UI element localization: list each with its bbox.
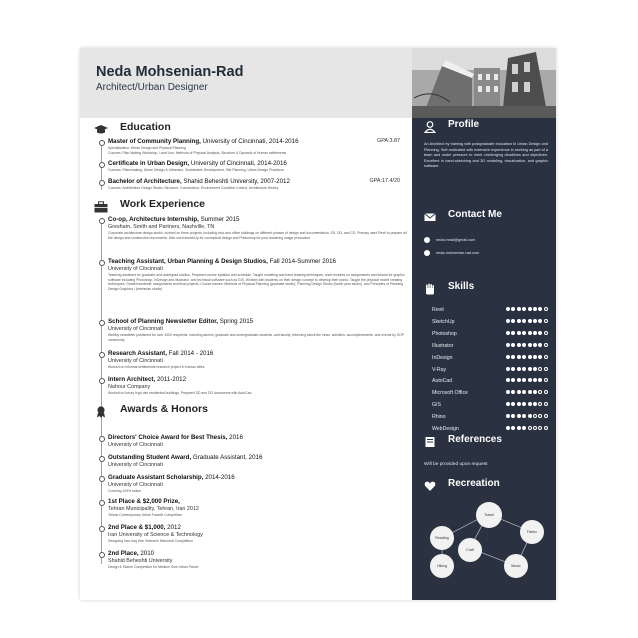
email-icon bbox=[424, 237, 430, 243]
rating-dot bbox=[511, 367, 515, 371]
rating-dot bbox=[544, 390, 548, 394]
rating-dot bbox=[544, 367, 548, 371]
rating-dot bbox=[522, 426, 526, 430]
entry-description: Weekly newsletter published for over 1000 recipients, including alumni, graduate and undergraduate students, and faculty, informing about the news, activities, accomplishments, and events by SOP community. bbox=[108, 333, 404, 342]
skill-label: Illustrator bbox=[432, 342, 454, 349]
entry-organization: University of Cincinnati bbox=[108, 358, 163, 364]
entry-description: Teaching assistant for graduate and undergrad studios. Prepared course syllabus and schedule. Taught modeling and hand drawing techniques, short lectures on assignments and tutorial for graphic software including Photoshop, InDesign and Illustrator, and technical software such as GIS. Worked with students on their design concept to develop their works. Taught the physical model creating techniques. Graded students' assignments and final projects. Course names: Methods of Physical Planning (graduate studio), Planning Design Studio (fourth year studio), and Principles of Planning Design Graphics I (freshman studio) bbox=[108, 273, 405, 291]
award-entry bbox=[108, 498, 408, 518]
rating-dot bbox=[506, 426, 510, 430]
book-icon bbox=[424, 435, 436, 447]
skill-rating bbox=[506, 390, 549, 396]
rating-dot bbox=[544, 402, 548, 406]
rating-dot bbox=[522, 307, 526, 311]
entry-line: Courses: Architecture Design Studio, Structure, Construction, Environment Condition Control, Architecture History bbox=[108, 186, 279, 190]
entry-detail: Graduate Assistant, 2016 bbox=[191, 454, 263, 461]
skype-icon bbox=[424, 250, 430, 256]
rating-dot bbox=[544, 343, 548, 347]
education-entry bbox=[108, 138, 408, 155]
rating-dot bbox=[544, 307, 548, 311]
award-entry bbox=[108, 550, 408, 570]
rating-dot bbox=[538, 307, 542, 311]
left-column bbox=[80, 118, 412, 600]
entry-description: Worked on informal settlements research project in Iranian cities bbox=[108, 365, 205, 369]
rating-dot bbox=[517, 331, 521, 335]
awards-title: Awards & Honors bbox=[120, 403, 208, 415]
skill-label: InDesign bbox=[432, 354, 453, 361]
rating-dot bbox=[511, 319, 515, 323]
entry-detail: University of Cincinnati, 2014-2016 bbox=[189, 160, 287, 167]
rating-dot bbox=[538, 367, 542, 371]
skill-rating bbox=[506, 402, 549, 408]
skill-label: Revit bbox=[432, 307, 444, 313]
skill-label: WebDesign bbox=[432, 426, 459, 432]
contact-title: Contact Me bbox=[448, 209, 502, 220]
rating-dot bbox=[544, 426, 548, 430]
rating-dot bbox=[511, 378, 515, 382]
references-title: References bbox=[448, 434, 502, 445]
award-entry bbox=[108, 524, 408, 544]
recreation-reading: Reading bbox=[430, 526, 454, 550]
rating-dot bbox=[533, 378, 537, 382]
rating-dot bbox=[511, 426, 515, 430]
person-role: Architect/Urban Designer bbox=[96, 82, 208, 93]
timeline-dot bbox=[99, 552, 105, 558]
skill-rating bbox=[506, 343, 549, 349]
rating-dot bbox=[533, 426, 537, 430]
rating-dot bbox=[522, 331, 526, 335]
rating-dot bbox=[517, 307, 521, 311]
entry-title: 1st Place & $2,000 Prize, bbox=[108, 498, 180, 505]
entry-organization: University of Cincinnati bbox=[108, 462, 163, 468]
skill-label: V-Ray bbox=[432, 366, 447, 373]
rating-dot bbox=[538, 343, 542, 347]
contact-email[interactable] bbox=[424, 237, 475, 243]
timeline-dot bbox=[99, 476, 105, 482]
skill-row bbox=[432, 354, 552, 364]
rating-dot bbox=[522, 390, 526, 394]
skill-label: Rhino bbox=[432, 414, 446, 421]
rating-dot bbox=[522, 414, 526, 418]
rating-dot bbox=[528, 390, 532, 394]
rating-dot bbox=[528, 307, 532, 311]
entry-detail: 2012 bbox=[165, 524, 181, 531]
right-sidebar bbox=[412, 118, 556, 600]
entry-title: School of Planning Newsletter Editor, bbox=[108, 318, 219, 325]
work-entry bbox=[108, 318, 408, 342]
rating-dot bbox=[544, 319, 548, 323]
timeline-dot bbox=[99, 352, 105, 358]
heart-icon bbox=[424, 479, 436, 491]
rating-dot bbox=[538, 414, 542, 418]
timeline-dot bbox=[99, 500, 105, 506]
profile-title: Profile bbox=[448, 119, 480, 130]
skill-rating bbox=[506, 319, 549, 325]
entry-organization: University of Cincinnati bbox=[108, 266, 163, 272]
rating-dot bbox=[528, 426, 532, 430]
skill-row bbox=[432, 342, 552, 352]
skill-rating bbox=[506, 307, 549, 313]
rating-dot bbox=[517, 355, 521, 359]
education-title: Education bbox=[120, 121, 171, 133]
rating-dot bbox=[522, 367, 526, 371]
header-architecture-photo bbox=[412, 48, 556, 118]
rating-dot bbox=[538, 402, 542, 406]
entry-title: Outstanding Student Award, bbox=[108, 454, 192, 461]
skill-row bbox=[432, 306, 552, 316]
recreation-travel: Travel bbox=[476, 502, 502, 528]
skill-rating bbox=[506, 367, 549, 373]
rating-dot bbox=[506, 355, 510, 359]
rating-dot bbox=[506, 402, 510, 406]
skill-row bbox=[432, 330, 552, 340]
entry-gpa: GPA:3.87 bbox=[377, 138, 400, 144]
recreation-music: Music bbox=[504, 554, 528, 578]
work-entry bbox=[108, 216, 408, 240]
timeline-dot bbox=[99, 162, 105, 168]
skill-label: Photoshop bbox=[432, 330, 457, 337]
rating-dot bbox=[544, 414, 548, 418]
recreation-fabric: Fabric bbox=[520, 520, 544, 544]
education-entry bbox=[108, 160, 408, 173]
award-entry bbox=[108, 474, 408, 494]
rating-dot bbox=[528, 367, 532, 371]
skill-rating bbox=[506, 426, 549, 432]
header bbox=[80, 48, 556, 118]
contact-skype[interactable] bbox=[424, 250, 479, 256]
skill-rating bbox=[506, 378, 549, 384]
rating-dot bbox=[533, 343, 537, 347]
rating-dot bbox=[538, 355, 542, 359]
entry-line: Courses: Placemaking, Urban Design & Urbanism, Sustainable Development, Site Planning, Urban Design Practicum bbox=[108, 168, 285, 172]
timeline-dot bbox=[99, 320, 105, 326]
skill-row bbox=[432, 413, 552, 423]
rating-dot bbox=[511, 390, 515, 394]
timeline-dot bbox=[99, 218, 105, 224]
timeline-dot bbox=[99, 140, 105, 146]
timeline-dot bbox=[99, 526, 105, 532]
references-text: Will be provided upon request bbox=[424, 462, 488, 467]
rating-dot bbox=[533, 355, 537, 359]
entry-detail: 2011-2012 bbox=[155, 376, 187, 383]
education-entry bbox=[108, 178, 408, 191]
rating-dot bbox=[506, 390, 510, 394]
entry-detail: Spring 2015 bbox=[218, 318, 254, 325]
entry-organization: Nahour Company bbox=[108, 384, 151, 390]
hand-icon bbox=[424, 282, 436, 294]
rating-dot bbox=[544, 355, 548, 359]
rating-dot bbox=[511, 402, 515, 406]
rating-dot bbox=[511, 307, 515, 311]
skill-row bbox=[432, 377, 552, 387]
rating-dot bbox=[533, 307, 537, 311]
entry-title: Certificate in Urban Design, bbox=[108, 160, 190, 167]
entry-detail: Shahid Beheshti University, 2007-2012 bbox=[181, 178, 290, 185]
rating-dot bbox=[528, 343, 532, 347]
rating-dot bbox=[506, 331, 510, 335]
email-text: neda.mrad@gmail.com bbox=[436, 238, 476, 242]
rating-dot bbox=[506, 378, 510, 382]
envelope-icon bbox=[424, 210, 436, 222]
rating-dot bbox=[533, 331, 537, 335]
rating-dot bbox=[506, 414, 510, 418]
award-entry bbox=[108, 454, 408, 469]
entry-title: Co-op, Architecture Internship, bbox=[108, 216, 199, 223]
entry-title: Directors' Choice Award for Best Thesis, bbox=[108, 434, 228, 441]
rating-dot bbox=[522, 355, 526, 359]
entry-description: Tehran Contemporary Urban Facade Competition bbox=[108, 513, 183, 517]
rating-dot bbox=[517, 378, 521, 382]
entry-title: 2nd Place, bbox=[108, 550, 139, 557]
rating-dot bbox=[528, 355, 532, 359]
entry-organization: University of Cincinnati bbox=[108, 326, 163, 332]
rating-dot bbox=[517, 426, 521, 430]
entry-line: Courses: Plan Making Workshop, Land Use, Methods of Physical Analysis, Structure & Dynamic of Human settlements bbox=[108, 150, 287, 155]
rating-dot bbox=[533, 319, 537, 323]
entry-title: Graduate Assistant Scholarship, bbox=[108, 474, 204, 481]
rating-dot bbox=[522, 402, 526, 406]
rating-dot bbox=[533, 390, 537, 394]
entry-organization: Shahid Beheshti University bbox=[108, 558, 173, 564]
rating-dot bbox=[544, 378, 548, 382]
rating-dot bbox=[517, 343, 521, 347]
entry-detail: Fall 2014-Summer 2016 bbox=[267, 258, 336, 265]
skill-label: AutoCad bbox=[432, 378, 453, 385]
rating-dot bbox=[522, 319, 526, 323]
entry-title: Master of Community Planning, bbox=[108, 138, 201, 145]
skill-row bbox=[432, 366, 552, 376]
rating-dot bbox=[538, 378, 542, 382]
skill-row bbox=[432, 401, 552, 411]
rating-dot bbox=[544, 331, 548, 335]
entry-description: Design & Sketch Competition for Medium Size Urban Parcel bbox=[108, 565, 199, 569]
award-ribbon-icon bbox=[94, 405, 108, 417]
award-entry bbox=[108, 434, 408, 449]
rating-dot bbox=[538, 331, 542, 335]
rating-dot bbox=[533, 402, 537, 406]
entry-detail: 2014-2016 bbox=[203, 474, 235, 481]
person-name: Neda Mohsenian-Rad bbox=[96, 64, 244, 80]
rating-dot bbox=[522, 378, 526, 382]
timeline-dot bbox=[99, 456, 105, 462]
entry-description: Worked on luxury high-rise residential buildings. Prepared SD and DD documents with AutoCad. bbox=[108, 391, 253, 395]
timeline-dot bbox=[99, 260, 105, 266]
entry-detail: 2010 bbox=[138, 550, 155, 557]
rating-dot bbox=[511, 331, 515, 335]
rating-dot bbox=[517, 414, 521, 418]
entry-organization: Gresham, Smith and Partners, Nashville, TN bbox=[108, 224, 215, 230]
rating-dot bbox=[528, 414, 532, 418]
rating-dot bbox=[517, 402, 521, 406]
rating-dot bbox=[511, 355, 515, 359]
rating-dot bbox=[528, 331, 532, 335]
rating-dot bbox=[522, 343, 526, 347]
skill-label: GIS bbox=[432, 402, 441, 409]
rating-dot bbox=[517, 367, 521, 371]
recreation-hiking: Hiking bbox=[430, 554, 454, 578]
entry-title: Research Assistant, bbox=[108, 350, 167, 357]
rating-dot bbox=[506, 367, 510, 371]
entry-line: Specialization: Urban Design and Physical Planning bbox=[108, 146, 186, 150]
rating-dot bbox=[528, 402, 532, 406]
entry-description: Covering 100% tuition bbox=[108, 489, 142, 493]
rating-dot bbox=[533, 367, 537, 371]
rating-dot bbox=[506, 319, 510, 323]
rating-dot bbox=[528, 378, 532, 382]
rating-dot bbox=[533, 414, 537, 418]
skill-row bbox=[432, 389, 552, 399]
entry-organization: University of Cincinnati bbox=[108, 482, 163, 488]
timeline-dot bbox=[99, 180, 105, 186]
work-entry bbox=[108, 258, 408, 291]
skills-title: Skills bbox=[448, 281, 475, 292]
recreation-title: Recreation bbox=[448, 478, 500, 489]
briefcase-icon bbox=[94, 200, 108, 212]
rating-dot bbox=[528, 319, 532, 323]
entry-organization: Iran University of Science & Technology bbox=[108, 532, 203, 538]
entry-detail: Fall 2014 - 2016 bbox=[166, 350, 214, 357]
entry-detail: University of Cincinnati, 2014-2016 bbox=[200, 138, 299, 145]
work-entry bbox=[108, 376, 408, 396]
timeline-dot bbox=[99, 436, 105, 442]
graduation-cap-icon bbox=[94, 123, 108, 135]
work-entry bbox=[108, 350, 408, 370]
rating-dot bbox=[511, 414, 515, 418]
rating-dot bbox=[506, 343, 510, 347]
work-title: Work Experience bbox=[120, 198, 206, 210]
entry-detail: 2016 bbox=[227, 434, 243, 441]
rating-dot bbox=[517, 319, 521, 323]
profile-text: An Architect by training with postgraduate education in Urban Design and Planning. Self-motivated with extensive experience in working as part of a team and under pressure to meet challenging deadlines and objectives. Excellent in hand-sketching and 3D modeling, visualization, and graphic software. bbox=[424, 142, 548, 168]
skill-row bbox=[432, 318, 552, 328]
timeline-dot bbox=[99, 378, 105, 384]
rating-dot bbox=[538, 319, 542, 323]
rating-dot bbox=[538, 390, 542, 394]
rating-dot bbox=[511, 343, 515, 347]
skype-text: neda-mohsenian-rad.com bbox=[436, 251, 480, 255]
entry-title: Bachelor of Architecture, bbox=[108, 178, 182, 185]
entry-organization: University of Cincinnati bbox=[108, 442, 163, 448]
resume-page bbox=[80, 48, 556, 600]
skill-rating bbox=[506, 355, 549, 361]
recreation-craft: Craft bbox=[458, 538, 482, 562]
skill-label: SketchUp bbox=[432, 318, 455, 325]
entry-gpa: GPA:17.4/20 bbox=[369, 178, 400, 184]
entry-organization: Tehran Municipality, Tehran, Iran 2012 bbox=[108, 506, 199, 512]
rating-dot bbox=[538, 426, 542, 430]
skill-rating bbox=[506, 331, 549, 337]
entry-detail: Summer 2015 bbox=[198, 216, 240, 223]
entry-description: Corporate architecture design studio, worked on three projects, including civic and office buildings on different phases of design and documentation, SD, DD, and CD. Primary used Revit to prepare all the design and construction documents. Also used sketchUp for conceptual design and Photoshop for post rendering image production. bbox=[108, 231, 407, 240]
person-icon bbox=[424, 120, 436, 132]
entry-description: Designing Iran-Iraq War Veteran's Memorial Competition bbox=[108, 539, 193, 543]
rating-dot bbox=[517, 390, 521, 394]
entry-title: Intern Architect, bbox=[108, 376, 156, 383]
entry-title: Teaching Assistant, Urban Planning & Design Studios, bbox=[108, 258, 268, 265]
entry-title: 2nd Place & $1,000, bbox=[108, 524, 166, 531]
rating-dot bbox=[506, 307, 510, 311]
skill-rating bbox=[506, 414, 549, 420]
skill-label: Microsoft Office bbox=[432, 390, 468, 397]
